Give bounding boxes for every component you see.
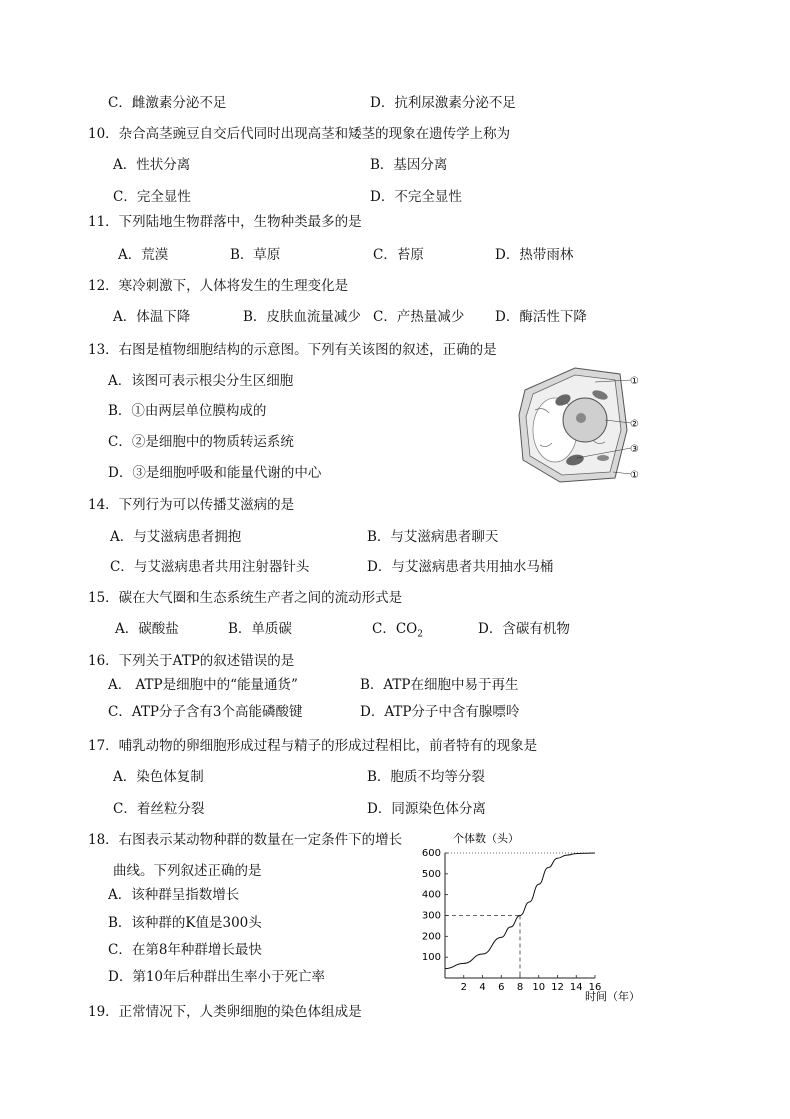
question-17: 17．哺乳动物的卵细胞形成过程与精子的形成过程相比，前者特有的现象是 — [88, 738, 538, 754]
q12-option-d: D．酶活性下降 — [495, 309, 587, 325]
q14-option-b: B．与艾滋病患者聊天 — [367, 529, 499, 545]
cell-label-3: ③ — [630, 444, 639, 455]
x-tick-label: 16 — [588, 982, 602, 993]
x-axis-label: 时间（年） — [585, 990, 640, 1003]
question-13: 13．右图是植物细胞结构的示意图。下列有关该图的叙述，正确的是 — [88, 342, 497, 358]
y-tick-label: 200 — [421, 931, 441, 943]
question-11: 11．下列陆地生物群落中，生物种类最多的是 — [88, 214, 362, 230]
population-growth-chart — [415, 828, 645, 1008]
q15-option-d: D．含碳有机物 — [478, 621, 570, 637]
q17-option-a: A．染色体复制 — [113, 769, 204, 785]
q10-option-d: D．不完全显性 — [370, 189, 462, 205]
x-tick-label: 10 — [532, 982, 546, 993]
q11-option-c: C．苔原 — [373, 247, 424, 263]
cell-label-1: ① — [630, 376, 639, 387]
q9-option-d: D．抗利尿激素分泌不足 — [370, 95, 516, 111]
q11-option-b: B．草原 — [230, 247, 281, 263]
question-10: 10．杂合高茎豌豆自交后代同时出现高茎和矮茎的现象在遗传学上称为 — [88, 126, 511, 142]
question-16: 16．下列关于ATP的叙述错误的是 — [88, 653, 295, 669]
q9-option-c: C．雌激素分泌不足 — [108, 95, 227, 111]
y-axis-label: 个体数（头） — [453, 832, 519, 845]
q17-option-c: C．着丝粒分裂 — [113, 801, 205, 817]
question-12: 12．寒冷刺激下，人体将发生的生理变化是 — [88, 278, 349, 294]
q10-option-b: B．基因分离 — [370, 157, 448, 173]
plant-cell-diagram — [515, 360, 645, 490]
question-18-cont: 曲线。下列叙述正确的是 — [113, 863, 262, 879]
y-tick-label: 500 — [421, 868, 441, 880]
q13-option-d: D．③是细胞呼吸和能量代谢的中心 — [108, 465, 322, 481]
q18-option-c: C．在第8年种群增长最快 — [108, 942, 262, 958]
q15-option-c-subscript: 2 — [417, 629, 423, 640]
question-15: 15．碳在大气圈和生态系统生产者之间的流动形式是 — [88, 590, 403, 606]
q13-option-b: B．①由两层单位膜构成的 — [108, 403, 267, 419]
q12-option-b: B．皮肤血流量减少 — [243, 309, 361, 325]
cell-label-4: ① — [630, 470, 639, 481]
x-tick-label: 8 — [516, 982, 524, 993]
nucleolus — [576, 413, 586, 423]
q17-option-b: B．胞质不均等分裂 — [367, 769, 485, 785]
q15-option-a: A．碳酸盐 — [115, 621, 179, 637]
x-tick-label: 12 — [551, 982, 564, 993]
q14-option-d: D．与艾滋病患者共用抽水马桶 — [367, 559, 554, 575]
x-tick-label: 2 — [460, 982, 467, 993]
q18-option-d: D．第10年后种群出生率小于死亡率 — [108, 969, 326, 985]
q12-option-c: C．产热量减少 — [373, 309, 465, 325]
q16-option-d: D．ATP分子中含有腺嘌呤 — [360, 704, 520, 720]
question-18: 18．右图表示某动物种群的数量在一定条件下的增长 — [88, 832, 403, 848]
y-tick-label: 400 — [421, 889, 441, 901]
q14-option-a: A．与艾滋病患者拥抱 — [110, 529, 242, 545]
q15-option-b: B．单质碳 — [228, 621, 292, 637]
question-14: 14．下列行为可以传播艾滋病的是 — [88, 497, 295, 513]
x-tick-label: 4 — [479, 982, 486, 993]
q11-option-d: D．热带雨林 — [495, 247, 574, 263]
q10-option-c: C．完全显性 — [113, 189, 191, 205]
x-tick-label: 14 — [569, 982, 583, 993]
q16-option-b: B．ATP在细胞中易于再生 — [360, 677, 519, 693]
q12-option-a: A．体温下降 — [113, 309, 191, 325]
q14-option-c: C．与艾滋病患者共用注射器针头 — [110, 559, 310, 575]
y-tick-label: 600 — [421, 848, 441, 859]
y-tick-label: 300 — [421, 910, 441, 922]
q11-option-a: A．荒漠 — [118, 247, 169, 263]
q18-option-a: A．该种群呈指数增长 — [108, 887, 240, 903]
q15-option-c — [372, 620, 423, 644]
q13-option-a: A．该图可表示根尖分生区细胞 — [108, 373, 294, 389]
cell-label-2: ② — [630, 419, 639, 430]
q16-option-c: C．ATP分子含有3个高能磷酸键 — [108, 704, 303, 720]
q13-option-c: C．②是细胞中的物质转运系统 — [108, 434, 294, 450]
q16-option-a: A． ATP是细胞中的“能量通货” — [108, 677, 298, 693]
organelle — [597, 455, 609, 461]
x-tick-label: 6 — [498, 982, 505, 993]
q18-option-b: B．该种群的K值是300头 — [108, 915, 262, 931]
q17-option-d: D．同源染色体分离 — [367, 801, 486, 817]
y-tick-label: 100 — [421, 952, 441, 964]
q10-option-a: A．性状分离 — [113, 157, 191, 173]
q15-option-c-text: C．CO — [372, 621, 418, 637]
question-19: 19．正常情况下，人类卵细胞的染色体组成是 — [88, 1004, 362, 1020]
